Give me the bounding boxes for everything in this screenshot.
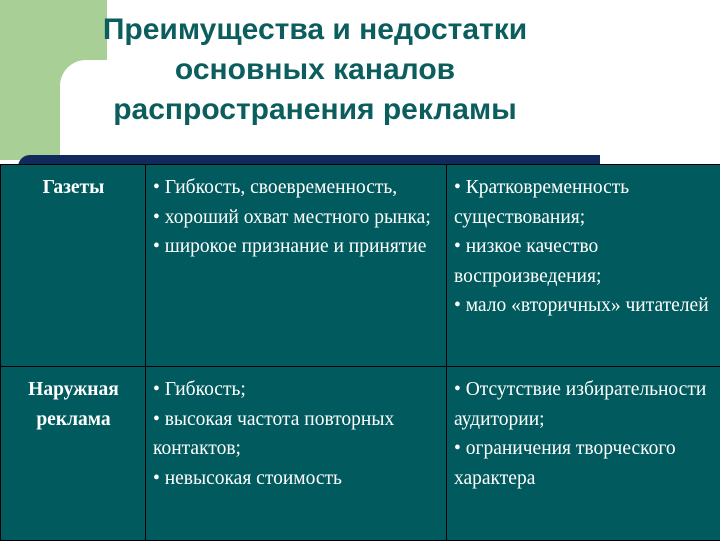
list-item: • Гибкость; xyxy=(153,375,440,405)
title-line-2: основных каналов xyxy=(0,50,630,90)
list-item: • Отсутствие избирательности аудитории; xyxy=(454,375,714,434)
list-item: • хороший охват местного рынка; xyxy=(153,203,440,233)
list-item: • широкое признание и принятие xyxy=(153,232,440,262)
table-row xyxy=(1,165,720,367)
title-line-1: Преимущества и недостатки xyxy=(0,10,630,50)
list-item: • Кратковременность существования; xyxy=(454,173,714,232)
list-item: • ограничения творческого характера xyxy=(454,434,714,493)
advantages-cell xyxy=(146,367,447,541)
advantages-cell xyxy=(146,165,447,367)
slide-title xyxy=(0,10,630,130)
list-item: • низкое качество воспроизведения; xyxy=(454,232,714,291)
list-item: • Гибкость, своевременность, xyxy=(153,173,440,203)
disadvantages-cell xyxy=(447,165,720,367)
list-item: • мало «вторичных» читателей xyxy=(454,291,714,321)
channels-table xyxy=(0,164,720,541)
disadvantages-cell xyxy=(447,367,720,541)
title-line-3: распространения рекламы xyxy=(0,90,630,130)
table-row xyxy=(1,367,720,541)
channel-name-cell: Наружная реклама xyxy=(1,367,146,541)
channel-name-cell: Газеты xyxy=(1,165,146,367)
list-item: • невысокая стоимость xyxy=(153,464,440,494)
list-item: • высокая частота повторных контактов; xyxy=(153,405,440,464)
